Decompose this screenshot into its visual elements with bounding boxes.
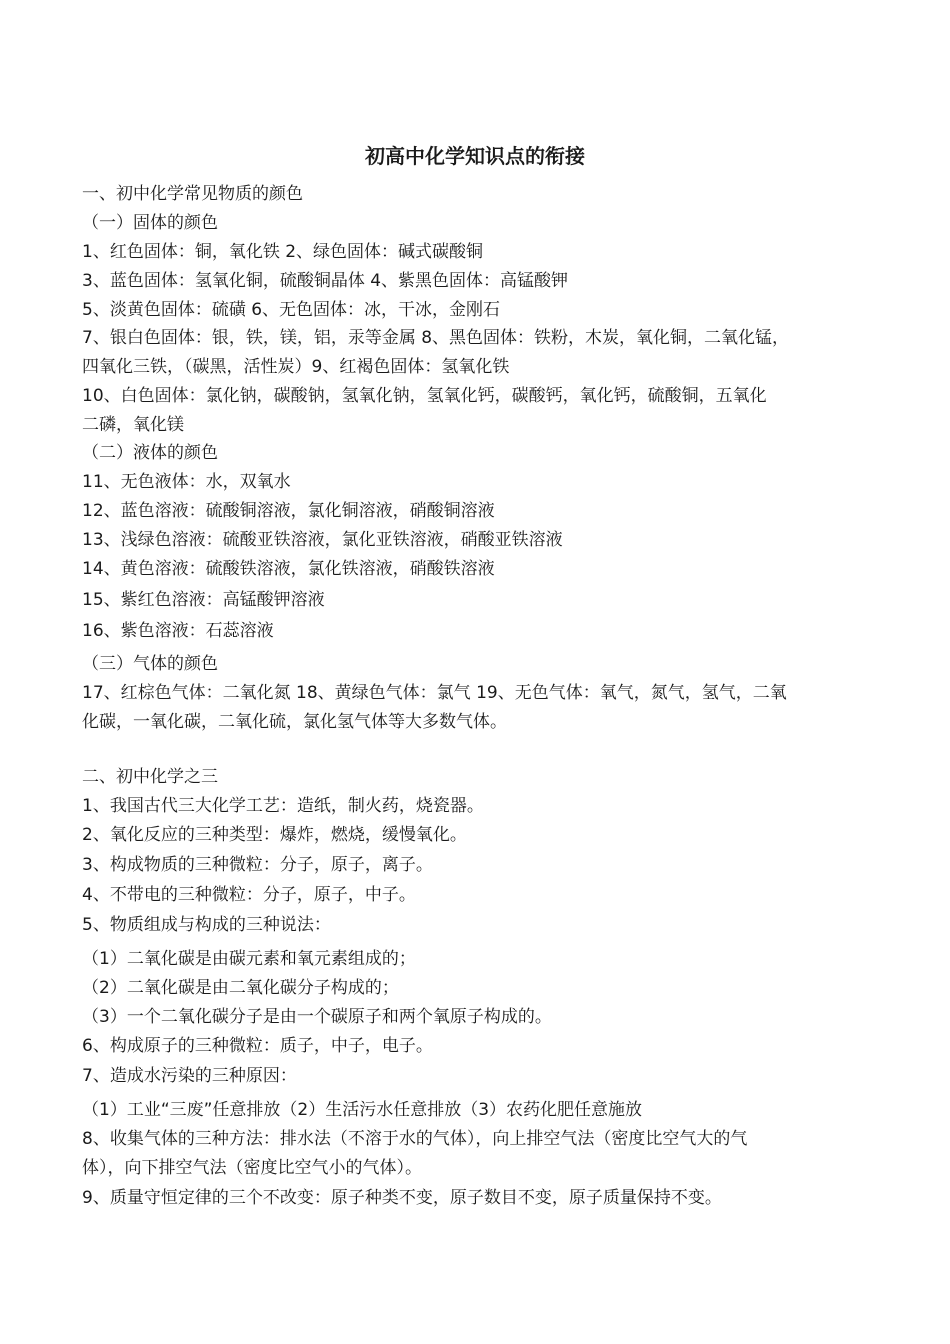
text-line: 13、浅绿色溶液：硫酸亚铁溶液，氯化亚铁溶液，硝酸亚铁溶液 <box>82 530 563 550</box>
text-line: 体），向下排空气法（密度比空气小的气体）。 <box>82 1158 422 1178</box>
text-line: 2、氧化反应的三种类型：爆炸，燃烧，缓慢氧化。 <box>82 825 467 845</box>
text-line: 10、白色固体：氯化钠，碳酸钠，氢氧化钠，氢氧化钙，碳酸钙，氧化钙，硫酸铜，五氧化 <box>82 386 767 406</box>
text-line: 6、构成原子的三种微粒：质子，中子，电子。 <box>82 1036 433 1056</box>
text-line: （1）工业“三废”任意排放（2）生活污水任意排放（3）农药化肥任意施放 <box>82 1100 643 1120</box>
text-line: 5、物质组成与构成的三种说法： <box>82 915 331 935</box>
text-line: 3、构成物质的三种微粒：分子，原子，离子。 <box>82 855 433 875</box>
document-title: 初高中化学知识点的衔接 <box>365 144 585 168</box>
text-line: 7、造成水污染的三种原因： <box>82 1066 297 1086</box>
section-heading: 一、初中化学常见物质的颜色 <box>82 184 303 204</box>
text-line: 1、红色固体：铜，氧化铁 2、绿色固体：碱式碳酸铜 <box>82 242 484 262</box>
text-line: 9、质量守恒定律的三个不改变：原子种类不变，原子数目不变，原子质量保持不变。 <box>82 1188 722 1208</box>
text-line: 11、无色液体：水，双氧水 <box>82 472 291 492</box>
text-line: （3）一个二氧化碳分子是由一个碳原子和两个氧原子构成的。 <box>82 1007 552 1027</box>
text-line: 4、不带电的三种微粒：分子，原子，中子。 <box>82 885 416 905</box>
text-line: 1、我国古代三大化学工艺：造纸，制火药，烧瓷器。 <box>82 796 484 816</box>
subsection-heading: （三）气体的颜色 <box>82 654 218 674</box>
section-heading: 二、初中化学之三 <box>82 767 218 787</box>
text-line: 12、蓝色溶液：硫酸铜溶液，氯化铜溶液，硝酸铜溶液 <box>82 501 495 521</box>
subsection-heading: （一）固体的颜色 <box>82 213 218 233</box>
text-line: 二磷，氧化镁 <box>82 415 184 435</box>
text-line: 7、银白色固体：银，铁，镁，铝，汞等金属 8、黑色固体：铁粉，木炭，氧化铜，二氧化锰， <box>82 328 790 348</box>
text-line: 15、紫红色溶液：高锰酸钾溶液 <box>82 590 325 610</box>
text-line: 14、黄色溶液：硫酸铁溶液，氯化铁溶液，硝酸铁溶液 <box>82 559 495 579</box>
text-line: 8、收集气体的三种方法：排水法（不溶于水的气体），向上排空气法（密度比空气大的气 <box>82 1129 748 1149</box>
text-line: （1）二氧化碳是由碳元素和氧元素组成的； <box>82 949 416 969</box>
text-line: 16、紫色溶液：石蕊溶液 <box>82 621 274 641</box>
subsection-heading: （二）液体的颜色 <box>82 443 218 463</box>
text-line: （2）二氧化碳是由二氧化碳分子构成的； <box>82 978 399 998</box>
text-line: 17、红棕色气体：二氧化氮 18、黄绿色气体：氯气 19、无色气体：氧气，氮气，氢气，二氧 <box>82 683 787 703</box>
text-line: 5、淡黄色固体：硫磺 6、无色固体：冰，干冰，金刚石 <box>82 300 501 320</box>
text-line: 3、蓝色固体：氢氧化铜，硫酸铜晶体 4、紫黑色固体：高锰酸钾 <box>82 271 569 291</box>
text-line: 四氧化三铁，（碳黑，活性炭）9、红褐色固体：氢氧化铁 <box>82 357 510 377</box>
text-line: 化碳，一氧化碳，二氧化硫，氯化氢气体等大多数气体。 <box>82 712 507 732</box>
